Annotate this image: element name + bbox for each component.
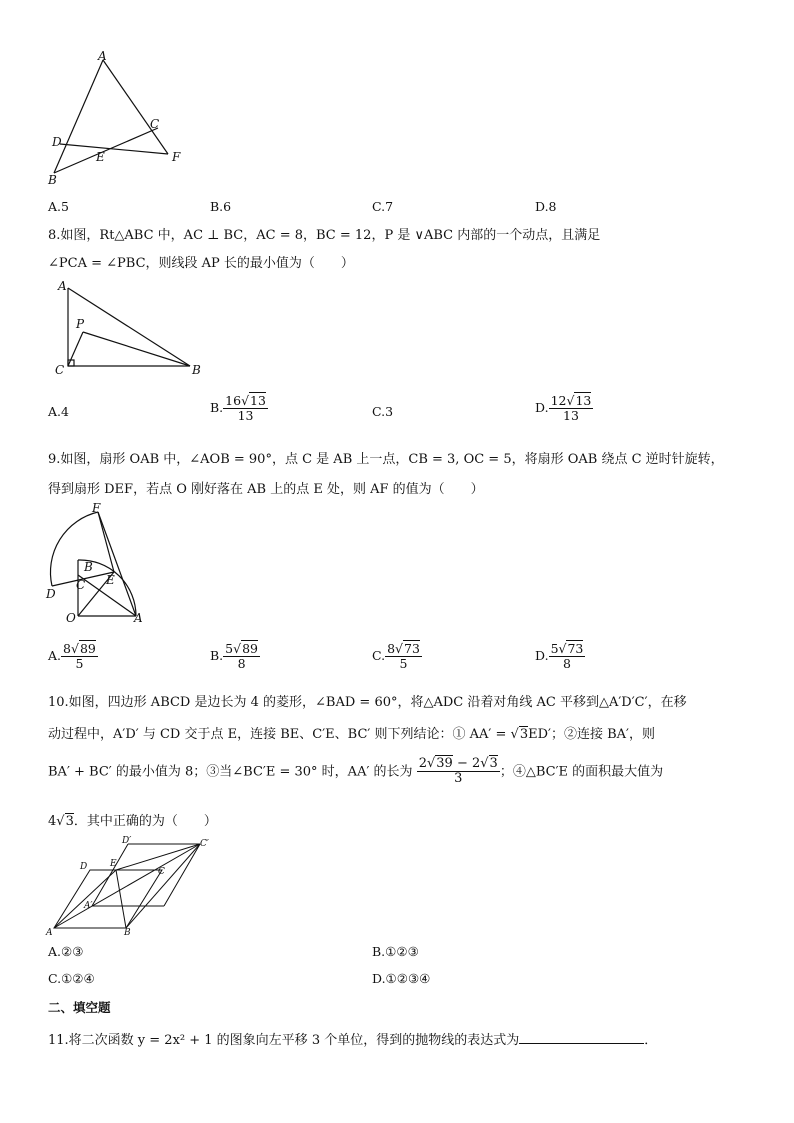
label-b: B [124,928,131,936]
answer-blank[interactable] [519,1030,644,1044]
label-p: P [76,317,85,331]
q10-text-line4: 4√3．其中正确的为（ ） [48,814,217,829]
q7-option-a[interactable]: A.5 [48,199,69,214]
label-d: D [46,587,56,601]
q7-option-c[interactable]: C.7 [372,199,394,214]
label-b: B [48,173,57,187]
q10-option-a[interactable]: A.②③ [48,944,84,959]
label-e: E [96,150,105,164]
label-b: B [84,560,93,574]
option-prefix: B. [210,399,224,415]
label-a: A [46,928,53,936]
label-c: C [76,578,86,592]
label-a-prime: A′ [84,901,93,911]
fraction: $\frac{12√13}{13}$ [550,393,592,423]
q10-text-line1: 10.如图，四边形 ABCD 是边长为 4 的菱形，∠BAD = 60°，将△ADC 沿着对角线 AC 平移到△A′D′C′，在移 [48,695,687,710]
section-title: 二、填空题 [48,1000,111,1015]
fraction: $\frac{16√13}{13}$ [225,393,266,423]
q7-option-b[interactable]: B.6 [210,199,232,214]
q7-option-d[interactable]: D.8 [535,199,557,214]
label-d-prime: D′ [122,836,132,846]
q8-text-line2: ∠PCA = ∠PBC，则线段 AP 长的最小值为（ ） [48,256,354,271]
q10-option-d[interactable]: D.①②③④ [372,971,431,986]
q9-option-c[interactable]: C. $\frac{8√73}{5}$ [372,641,420,671]
q9-sector-figure [40,500,160,630]
q8-option-b[interactable] [210,394,268,423]
q10-text-line3: BA′ + BC′ 的最小值为 8；③当∠BC′E = 30° 时，AA′ 的长为 $\frac{2√39 - 2√3}{3}$ ；④△BC′E 的面积最大值为 [48,756,664,787]
q7-triangle-figure [40,48,200,193]
label-c: C [158,867,165,877]
q9-option-b[interactable]: B. $\frac{5√89}{8}$ [210,641,258,671]
label-f: F [92,501,101,515]
q9-text-line2: 得到扇形 DEF，若点 O 刚好落在 AB 上的点 E 处，则 AF 的值为（ ） [48,482,484,497]
q8-text-line1: 8.如图，Rt△ABC 中，AC ⊥ BC，AC = 8，BC = 12，P 是 ∨ABC 内部的一个动点，且满足 [48,228,601,243]
q10-option-b[interactable]: B.①②③ [372,944,419,959]
q9-text-line1: 9.如图，扇形 OAB 中，∠AOB = 90°，点 C 是 AB 上一点，CB = 3, OC = 5，将扇形 OAB 绕点 C 逆时针旋转， [48,452,724,467]
label-f: F [172,150,181,164]
label-b: B [192,363,201,377]
fraction: $\frac{2√39 - 2√3}{3}$ [418,756,498,787]
option-prefix: D. [535,399,549,415]
label-c-prime: C′ [200,839,209,849]
q8-option-c[interactable]: C.3 [372,404,394,419]
label-a: A [98,49,107,63]
q11-text: 11.将二次函数 y = 2x² + 1 的图象向左平移 3 个单位，得到的抛物线的表达式为 ． [48,1029,657,1048]
q8-option-d[interactable] [535,394,593,423]
label-c: C [150,117,160,131]
label-a: A [134,611,143,625]
label-o: O [66,611,76,625]
label-d: D [80,862,88,872]
label-e: E [106,573,115,587]
label-d: D [52,135,62,149]
q10-rhombus-figure [40,836,220,936]
q10-text-line2: 动过程中，A′D′ 与 CD 交于点 E，连接 BE、C′E、BC′ 则下列结论：① AA′ = √3ED′；②连接 BA′，则 [48,727,655,742]
label-a: A [58,279,67,293]
q8-triangle-figure [50,278,210,378]
label-c: C [55,363,65,377]
q9-option-a[interactable]: A. $\frac{8√89}{5}$ [48,641,96,671]
q8-option-a[interactable]: A.4 [48,404,69,419]
label-e: E [110,859,117,869]
q10-option-c[interactable]: C.①②④ [48,971,95,986]
q9-option-d[interactable]: D. $\frac{5√73}{8}$ [535,641,584,671]
